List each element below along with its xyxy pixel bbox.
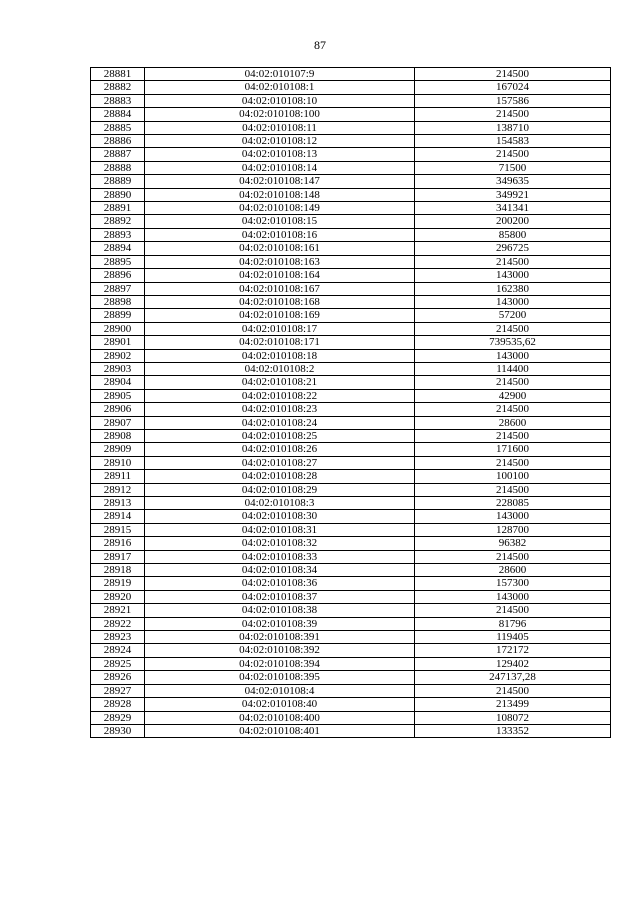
table-body	[91, 68, 611, 738]
table-row	[91, 121, 611, 134]
value-cell: 739535,62	[415, 336, 611, 349]
table-row	[91, 724, 611, 737]
row-number-cell: 28927	[91, 684, 145, 697]
table-row	[91, 604, 611, 617]
table-row	[91, 68, 611, 81]
row-number-cell: 28891	[91, 202, 145, 215]
value-cell: 214500	[415, 550, 611, 563]
cadastral-number-cell: 04:02:010108:34	[145, 564, 415, 577]
value-cell: 214500	[415, 322, 611, 335]
cadastral-number-cell: 04:02:010108:36	[145, 577, 415, 590]
value-cell: 143000	[415, 269, 611, 282]
table-row	[91, 403, 611, 416]
cadastral-number-cell: 04:02:010108:394	[145, 657, 415, 670]
row-number-cell: 28917	[91, 550, 145, 563]
row-number-cell: 28881	[91, 68, 145, 81]
cadastral-number-cell: 04:02:010108:149	[145, 202, 415, 215]
row-number-cell: 28901	[91, 336, 145, 349]
cadastral-number-cell: 04:02:010108:400	[145, 711, 415, 724]
table-row	[91, 429, 611, 442]
table-row	[91, 81, 611, 94]
value-cell: 162380	[415, 282, 611, 295]
cadastral-number-cell: 04:02:010108:4	[145, 684, 415, 697]
value-cell: 143000	[415, 510, 611, 523]
value-cell: 85800	[415, 228, 611, 241]
row-number-cell: 28919	[91, 577, 145, 590]
page-number: 87	[314, 38, 326, 52]
cadastral-number-cell: 04:02:010108:171	[145, 336, 415, 349]
row-number-cell: 28907	[91, 416, 145, 429]
row-number-cell: 28895	[91, 255, 145, 268]
row-number-cell: 28916	[91, 537, 145, 550]
value-cell: 214500	[415, 148, 611, 161]
table-row	[91, 282, 611, 295]
value-cell: 114400	[415, 362, 611, 375]
row-number-cell: 28892	[91, 215, 145, 228]
row-number-cell: 28911	[91, 470, 145, 483]
cadastre-table	[90, 67, 611, 738]
value-cell: 349921	[415, 188, 611, 201]
cadastral-number-cell: 04:02:010108:29	[145, 483, 415, 496]
value-cell: 167024	[415, 81, 611, 94]
cadastral-number-cell: 04:02:010108:37	[145, 590, 415, 603]
row-number-cell: 28902	[91, 349, 145, 362]
cadastral-number-cell: 04:02:010107:9	[145, 68, 415, 81]
cadastral-number-cell: 04:02:010108:164	[145, 269, 415, 282]
value-cell: 228085	[415, 497, 611, 510]
table-row	[91, 295, 611, 308]
cadastral-number-cell: 04:02:010108:17	[145, 322, 415, 335]
row-number-cell: 28884	[91, 108, 145, 121]
row-number-cell: 28890	[91, 188, 145, 201]
row-number-cell: 28898	[91, 295, 145, 308]
table-row	[91, 108, 611, 121]
table-row	[91, 148, 611, 161]
cadastral-number-cell: 04:02:010108:27	[145, 456, 415, 469]
value-cell: 171600	[415, 443, 611, 456]
cadastral-number-cell: 04:02:010108:12	[145, 135, 415, 148]
value-cell: 157300	[415, 577, 611, 590]
table-row	[91, 161, 611, 174]
value-cell: 214500	[415, 684, 611, 697]
cadastral-number-cell: 04:02:010108:15	[145, 215, 415, 228]
value-cell: 42900	[415, 389, 611, 402]
cadastral-number-cell: 04:02:010108:21	[145, 376, 415, 389]
table-row	[91, 389, 611, 402]
value-cell: 138710	[415, 121, 611, 134]
cadastral-number-cell: 04:02:010108:11	[145, 121, 415, 134]
table-row	[91, 698, 611, 711]
table-row	[91, 322, 611, 335]
row-number-cell: 28930	[91, 724, 145, 737]
value-cell: 200200	[415, 215, 611, 228]
cadastral-number-cell: 04:02:010108:31	[145, 523, 415, 536]
table-row	[91, 349, 611, 362]
value-cell: 143000	[415, 295, 611, 308]
table-row	[91, 94, 611, 107]
table-row	[91, 215, 611, 228]
value-cell: 349635	[415, 175, 611, 188]
row-number-cell: 28906	[91, 403, 145, 416]
row-number-cell: 28921	[91, 604, 145, 617]
value-cell: 143000	[415, 349, 611, 362]
cadastral-number-cell: 04:02:010108:169	[145, 309, 415, 322]
row-number-cell: 28914	[91, 510, 145, 523]
table-row	[91, 336, 611, 349]
cadastral-number-cell: 04:02:010108:26	[145, 443, 415, 456]
table-row	[91, 483, 611, 496]
cadastral-number-cell: 04:02:010108:10	[145, 94, 415, 107]
table-row	[91, 242, 611, 255]
cadastral-number-cell: 04:02:010108:33	[145, 550, 415, 563]
row-number-cell: 28922	[91, 617, 145, 630]
cadastral-number-cell: 04:02:010108:167	[145, 282, 415, 295]
table-row	[91, 711, 611, 724]
row-number-cell: 28900	[91, 322, 145, 335]
row-number-cell: 28894	[91, 242, 145, 255]
value-cell: 214500	[415, 108, 611, 121]
cadastral-number-cell: 04:02:010108:30	[145, 510, 415, 523]
row-number-cell: 28904	[91, 376, 145, 389]
table-row	[91, 684, 611, 697]
row-number-cell: 28883	[91, 94, 145, 107]
row-number-cell: 28926	[91, 671, 145, 684]
row-number-cell: 28903	[91, 362, 145, 375]
cadastral-number-cell: 04:02:010108:161	[145, 242, 415, 255]
cadastral-number-cell: 04:02:010108:38	[145, 604, 415, 617]
cadastral-number-cell: 04:02:010108:148	[145, 188, 415, 201]
value-cell: 213499	[415, 698, 611, 711]
table-row	[91, 188, 611, 201]
row-number-cell: 28920	[91, 590, 145, 603]
cadastral-number-cell: 04:02:010108:25	[145, 429, 415, 442]
row-number-cell: 28929	[91, 711, 145, 724]
cadastral-number-cell: 04:02:010108:391	[145, 631, 415, 644]
table-row	[91, 228, 611, 241]
table-row	[91, 510, 611, 523]
row-number-cell: 28885	[91, 121, 145, 134]
cadastral-number-cell: 04:02:010108:1	[145, 81, 415, 94]
table-row	[91, 631, 611, 644]
cadastral-number-cell: 04:02:010108:22	[145, 389, 415, 402]
cadastral-number-cell: 04:02:010108:18	[145, 349, 415, 362]
value-cell: 133352	[415, 724, 611, 737]
cadastral-number-cell: 04:02:010108:39	[145, 617, 415, 630]
row-number-cell: 28897	[91, 282, 145, 295]
table-row	[91, 644, 611, 657]
row-number-cell: 28913	[91, 497, 145, 510]
row-number-cell: 28923	[91, 631, 145, 644]
row-number-cell: 28896	[91, 269, 145, 282]
table-row	[91, 617, 611, 630]
row-number-cell: 28888	[91, 161, 145, 174]
cadastral-number-cell: 04:02:010108:168	[145, 295, 415, 308]
row-number-cell: 28905	[91, 389, 145, 402]
cadastral-number-cell: 04:02:010108:401	[145, 724, 415, 737]
cadastral-number-cell: 04:02:010108:16	[145, 228, 415, 241]
table-row	[91, 456, 611, 469]
value-cell: 157586	[415, 94, 611, 107]
table-row	[91, 577, 611, 590]
value-cell: 96382	[415, 537, 611, 550]
row-number-cell: 28908	[91, 429, 145, 442]
value-cell: 214500	[415, 456, 611, 469]
row-number-cell: 28915	[91, 523, 145, 536]
value-cell: 57200	[415, 309, 611, 322]
cadastral-number-cell: 04:02:010108:32	[145, 537, 415, 550]
cadastral-number-cell: 04:02:010108:14	[145, 161, 415, 174]
table-row	[91, 443, 611, 456]
row-number-cell: 28887	[91, 148, 145, 161]
value-cell: 214500	[415, 255, 611, 268]
row-number-cell: 28889	[91, 175, 145, 188]
row-number-cell: 28925	[91, 657, 145, 670]
value-cell: 214500	[415, 68, 611, 81]
table-row	[91, 175, 611, 188]
cadastral-number-cell: 04:02:010108:23	[145, 403, 415, 416]
value-cell: 81796	[415, 617, 611, 630]
value-cell: 247137,28	[415, 671, 611, 684]
cadastral-number-cell: 04:02:010108:392	[145, 644, 415, 657]
row-number-cell: 28899	[91, 309, 145, 322]
cadastral-number-cell: 04:02:010108:28	[145, 470, 415, 483]
cadastral-number-cell: 04:02:010108:40	[145, 698, 415, 711]
value-cell: 214500	[415, 376, 611, 389]
table-row	[91, 671, 611, 684]
value-cell: 296725	[415, 242, 611, 255]
value-cell: 128700	[415, 523, 611, 536]
value-cell: 119405	[415, 631, 611, 644]
row-number-cell: 28909	[91, 443, 145, 456]
table-row	[91, 135, 611, 148]
value-cell: 71500	[415, 161, 611, 174]
row-number-cell: 28928	[91, 698, 145, 711]
value-cell: 214500	[415, 403, 611, 416]
cadastral-number-cell: 04:02:010108:163	[145, 255, 415, 268]
row-number-cell: 28924	[91, 644, 145, 657]
value-cell: 214500	[415, 429, 611, 442]
table-row	[91, 376, 611, 389]
cadastral-number-cell: 04:02:010108:13	[145, 148, 415, 161]
table-row	[91, 416, 611, 429]
table-row	[91, 362, 611, 375]
cadastral-number-cell: 04:02:010108:3	[145, 497, 415, 510]
value-cell: 172172	[415, 644, 611, 657]
table-row	[91, 564, 611, 577]
value-cell: 341341	[415, 202, 611, 215]
row-number-cell: 28893	[91, 228, 145, 241]
row-number-cell: 28882	[91, 81, 145, 94]
value-cell: 129402	[415, 657, 611, 670]
value-cell: 28600	[415, 564, 611, 577]
value-cell: 154583	[415, 135, 611, 148]
table-row	[91, 309, 611, 322]
table-row	[91, 269, 611, 282]
table-row	[91, 202, 611, 215]
value-cell: 108072	[415, 711, 611, 724]
cadastral-number-cell: 04:02:010108:2	[145, 362, 415, 375]
table-row	[91, 255, 611, 268]
cadastral-number-cell: 04:02:010108:395	[145, 671, 415, 684]
value-cell: 28600	[415, 416, 611, 429]
table-row	[91, 590, 611, 603]
row-number-cell: 28918	[91, 564, 145, 577]
row-number-cell: 28912	[91, 483, 145, 496]
value-cell: 214500	[415, 483, 611, 496]
value-cell: 214500	[415, 604, 611, 617]
table-row	[91, 657, 611, 670]
row-number-cell: 28910	[91, 456, 145, 469]
table-row	[91, 470, 611, 483]
table-row	[91, 550, 611, 563]
cadastral-number-cell: 04:02:010108:24	[145, 416, 415, 429]
value-cell: 100100	[415, 470, 611, 483]
cadastral-number-cell: 04:02:010108:100	[145, 108, 415, 121]
row-number-cell: 28886	[91, 135, 145, 148]
table-row	[91, 537, 611, 550]
table-row	[91, 497, 611, 510]
value-cell: 143000	[415, 590, 611, 603]
cadastral-number-cell: 04:02:010108:147	[145, 175, 415, 188]
table-row	[91, 523, 611, 536]
